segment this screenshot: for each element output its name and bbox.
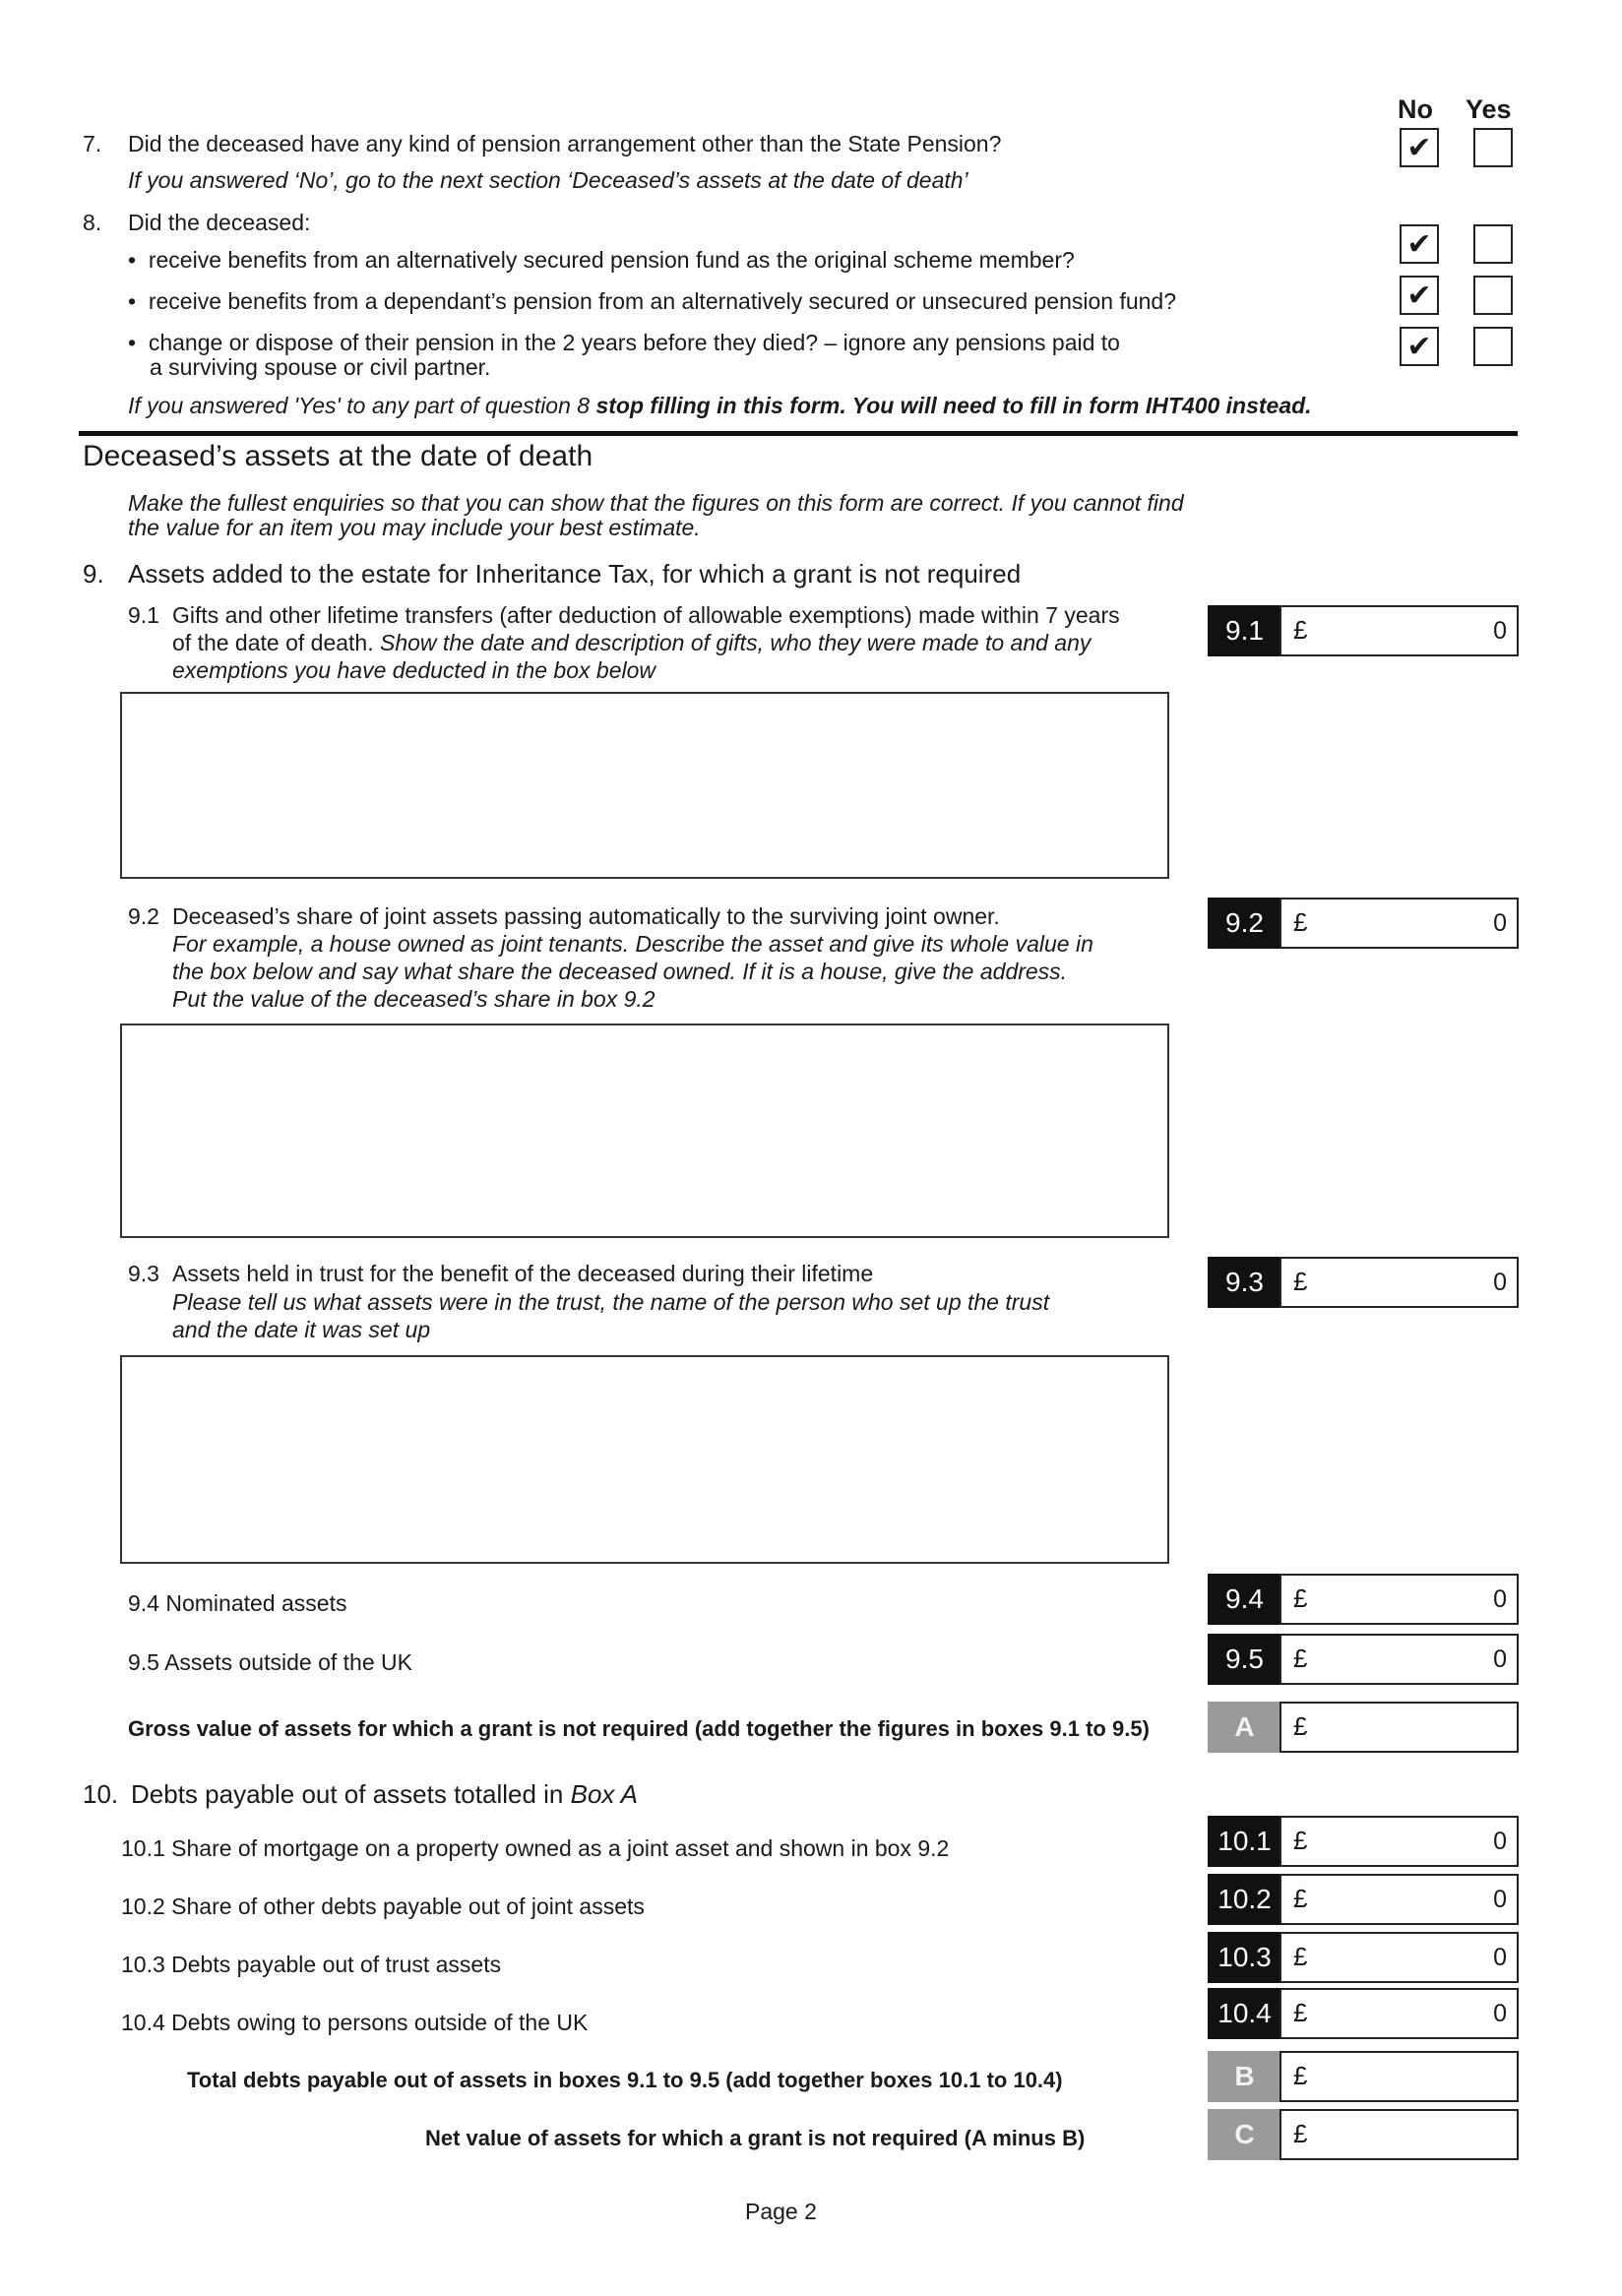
q7-yes-checkbox[interactable] [1473, 128, 1513, 167]
box-9-3-label: 9.3 [1208, 1257, 1281, 1308]
q8-note: If you answered 'Yes' to any part of question 8 stop filling in this form. You will need to fill in form IHT400 instead. [128, 393, 1312, 418]
gifts-description-textbox[interactable] [120, 692, 1169, 879]
i101-label: 10.1 Share of mortgage on a property owned as a joint asset and shown in box 9.2 [121, 1835, 950, 1861]
box-9-2 [1208, 898, 1521, 949]
i91-line-2: of the date of death. Show the date and description of gifts, who they were made to and any [172, 630, 1092, 655]
box-10-1 [1208, 1816, 1521, 1867]
box-10-2-value: 0 [1493, 1886, 1507, 1913]
box-b [1208, 2051, 1521, 2102]
box-10-3-label: 10.3 [1208, 1932, 1281, 1983]
box-9-2-label: 9.2 [1208, 898, 1281, 949]
currency-symbol: £ [1293, 1826, 1308, 1855]
currency-symbol: £ [1293, 1884, 1308, 1913]
box-10-4-input[interactable] [1279, 1988, 1519, 2039]
box-9-5-value: 0 [1493, 1645, 1507, 1673]
q7-number: 7. [83, 131, 102, 156]
box-9-2-value: 0 [1493, 909, 1507, 937]
check-mark-icon: ✔ [1406, 330, 1432, 364]
box-9-4-input[interactable] [1279, 1574, 1519, 1625]
box-b-input[interactable] [1279, 2051, 1519, 2102]
box-10-4 [1208, 1988, 1521, 2039]
q9-number: 9. [83, 559, 104, 589]
box-9-3 [1208, 1257, 1521, 1308]
yes-column-header: Yes [1466, 94, 1512, 124]
q10-number: 10. [83, 1779, 119, 1809]
box-9-5-label: 9.5 [1208, 1634, 1281, 1685]
bullet-icon: • [128, 247, 149, 273]
box-9-3-input[interactable] [1279, 1257, 1519, 1308]
box-10-2 [1208, 1874, 1521, 1925]
box-c [1208, 2109, 1521, 2160]
i103-label: 10.3 Debts payable out of trust assets [121, 1952, 502, 1977]
i93-number: 9.3 [128, 1261, 159, 1286]
box-9-5-input[interactable] [1279, 1634, 1519, 1685]
box-9-4 [1208, 1574, 1521, 1625]
net-value-label: Net value of assets for which a grant is not required (A minus B) [425, 2126, 1086, 2150]
currency-symbol: £ [1293, 1644, 1308, 1673]
i92-line-4: Put the value of the deceased’s share in box 9.2 [172, 986, 655, 1012]
box-a [1208, 1702, 1521, 1753]
i91-line-1: Gifts and other lifetime transfers (after deduction of allowable exemptions) made within 7 years [172, 602, 1120, 628]
i92-line-2: For example, a house owned as joint tenants. Describe the asset and give its whole value in [172, 931, 1093, 957]
box-10-4-value: 0 [1493, 2000, 1507, 2027]
box-10-3 [1208, 1932, 1521, 1983]
q8-number: 8. [83, 210, 102, 235]
box-10-2-input[interactable] [1279, 1874, 1519, 1925]
gross-value-label: Gross value of assets for which a grant is not required (add together the figures in boxes 9.1 to 9.5) [128, 1716, 1150, 1741]
currency-symbol: £ [1293, 1998, 1308, 2027]
trust-assets-textbox[interactable] [120, 1355, 1169, 1564]
box-10-4-label: 10.4 [1208, 1988, 1281, 2039]
q8-2-yes-checkbox[interactable] [1473, 276, 1513, 315]
q8-1-no-checkbox[interactable] [1400, 224, 1439, 264]
check-mark-icon: ✔ [1406, 227, 1432, 262]
i93-line-1: Assets held in trust for the benefit of the deceased during their lifetime [172, 1261, 874, 1286]
check-mark-icon: ✔ [1406, 131, 1432, 165]
i94-label: 9.4 Nominated assets [128, 1590, 347, 1616]
currency-symbol: £ [1293, 907, 1308, 937]
box-10-3-value: 0 [1493, 1944, 1507, 1971]
q8-bullet-3: • change or dispose of their pension in the 2 years before they died? – ignore any pensions paid to [128, 330, 1120, 355]
bullet-icon: • [128, 288, 149, 314]
i92-line-3: the box below and say what share the deceased owned. If it is a house, give the address. [172, 959, 1068, 984]
page-number: Page 2 [745, 2199, 817, 2224]
q8-3-yes-checkbox[interactable] [1473, 327, 1513, 366]
joint-assets-textbox[interactable] [120, 1024, 1169, 1238]
q8-2-no-checkbox[interactable] [1400, 276, 1439, 315]
box-9-3-value: 0 [1493, 1269, 1507, 1296]
q7-note: If you answered ‘No’, go to the next section ‘Deceased’s assets at the date of death’ [128, 167, 968, 193]
currency-symbol: £ [1293, 615, 1308, 645]
section-intro-line-2: the value for an item you may include your best estimate. [128, 515, 701, 540]
currency-symbol: £ [1293, 1583, 1308, 1613]
i102-label: 10.2 Share of other debts payable out of joint assets [121, 1893, 645, 1919]
q8-bullet-2: • receive benefits from a dependant’s pension from an alternatively secured or unsecured pension fund? [128, 288, 1177, 314]
i92-line-1: Deceased’s share of joint assets passing automatically to the surviving joint owner. [172, 903, 1000, 929]
box-a-input[interactable] [1279, 1702, 1519, 1753]
box-9-5 [1208, 1634, 1521, 1685]
box-10-2-label: 10.2 [1208, 1874, 1281, 1925]
currency-symbol: £ [1293, 2061, 1308, 2090]
i104-label: 10.4 Debts owing to persons outside of the UK [121, 2010, 589, 2035]
i93-line-3: and the date it was set up [172, 1317, 431, 1342]
i91-number: 9.1 [128, 602, 159, 628]
box-9-1 [1208, 605, 1521, 656]
total-debts-label: Total debts payable out of assets in boxes 9.1 to 9.5 (add together boxes 10.1 to 10.4) [187, 2068, 1063, 2092]
q10-text: Debts payable out of assets totalled in Box A [131, 1779, 639, 1809]
no-column-header: No [1398, 94, 1433, 124]
currency-symbol: £ [1293, 1711, 1308, 1741]
check-mark-icon: ✔ [1406, 279, 1432, 313]
section-title: Deceased’s assets at the date of death [83, 440, 593, 472]
box-9-1-value: 0 [1493, 617, 1507, 645]
box-9-2-input[interactable] [1279, 898, 1519, 949]
section-intro-line-1: Make the fullest enquiries so that you can show that the figures on this form are correct. If you cannot find [128, 490, 1184, 516]
box-9-4-value: 0 [1493, 1585, 1507, 1613]
q8-bullet-1: • receive benefits from an alternatively secured pension fund as the original scheme member? [128, 247, 1075, 273]
i95-label: 9.5 Assets outside of the UK [128, 1649, 412, 1675]
currency-symbol: £ [1293, 2119, 1308, 2148]
box-10-1-input[interactable] [1279, 1816, 1519, 1867]
i93-line-2: Please tell us what assets were in the trust, the name of the person who set up the trust [172, 1289, 1050, 1315]
q8-bullet-3-continued: a surviving spouse or civil partner. [150, 354, 491, 380]
i91-line-3: exemptions you have deducted in the box below [172, 657, 655, 683]
q7-no-checkbox[interactable] [1400, 128, 1439, 167]
box-a-label: A [1208, 1702, 1281, 1753]
q7-text: Did the deceased have any kind of pension arrangement other than the State Pension? [128, 131, 1002, 156]
q8-text: Did the deceased: [128, 210, 311, 235]
box-b-label: B [1208, 2051, 1281, 2102]
section-divider [79, 431, 1518, 436]
i92-number: 9.2 [128, 903, 159, 929]
currency-symbol: £ [1293, 1267, 1308, 1296]
currency-symbol: £ [1293, 1942, 1308, 1971]
box-c-input[interactable] [1279, 2109, 1519, 2160]
box-9-1-label: 9.1 [1208, 605, 1281, 656]
q8-3-no-checkbox[interactable] [1400, 327, 1439, 366]
box-c-label: C [1208, 2109, 1281, 2160]
q8-1-yes-checkbox[interactable] [1473, 224, 1513, 264]
q9-text: Assets added to the estate for Inheritance Tax, for which a grant is not required [128, 559, 1022, 589]
box-10-1-label: 10.1 [1208, 1816, 1281, 1867]
box-9-1-input[interactable] [1279, 605, 1519, 656]
box-9-4-label: 9.4 [1208, 1574, 1281, 1625]
box-10-1-value: 0 [1493, 1828, 1507, 1855]
bullet-icon: • [128, 330, 149, 355]
box-10-3-input[interactable] [1279, 1932, 1519, 1983]
